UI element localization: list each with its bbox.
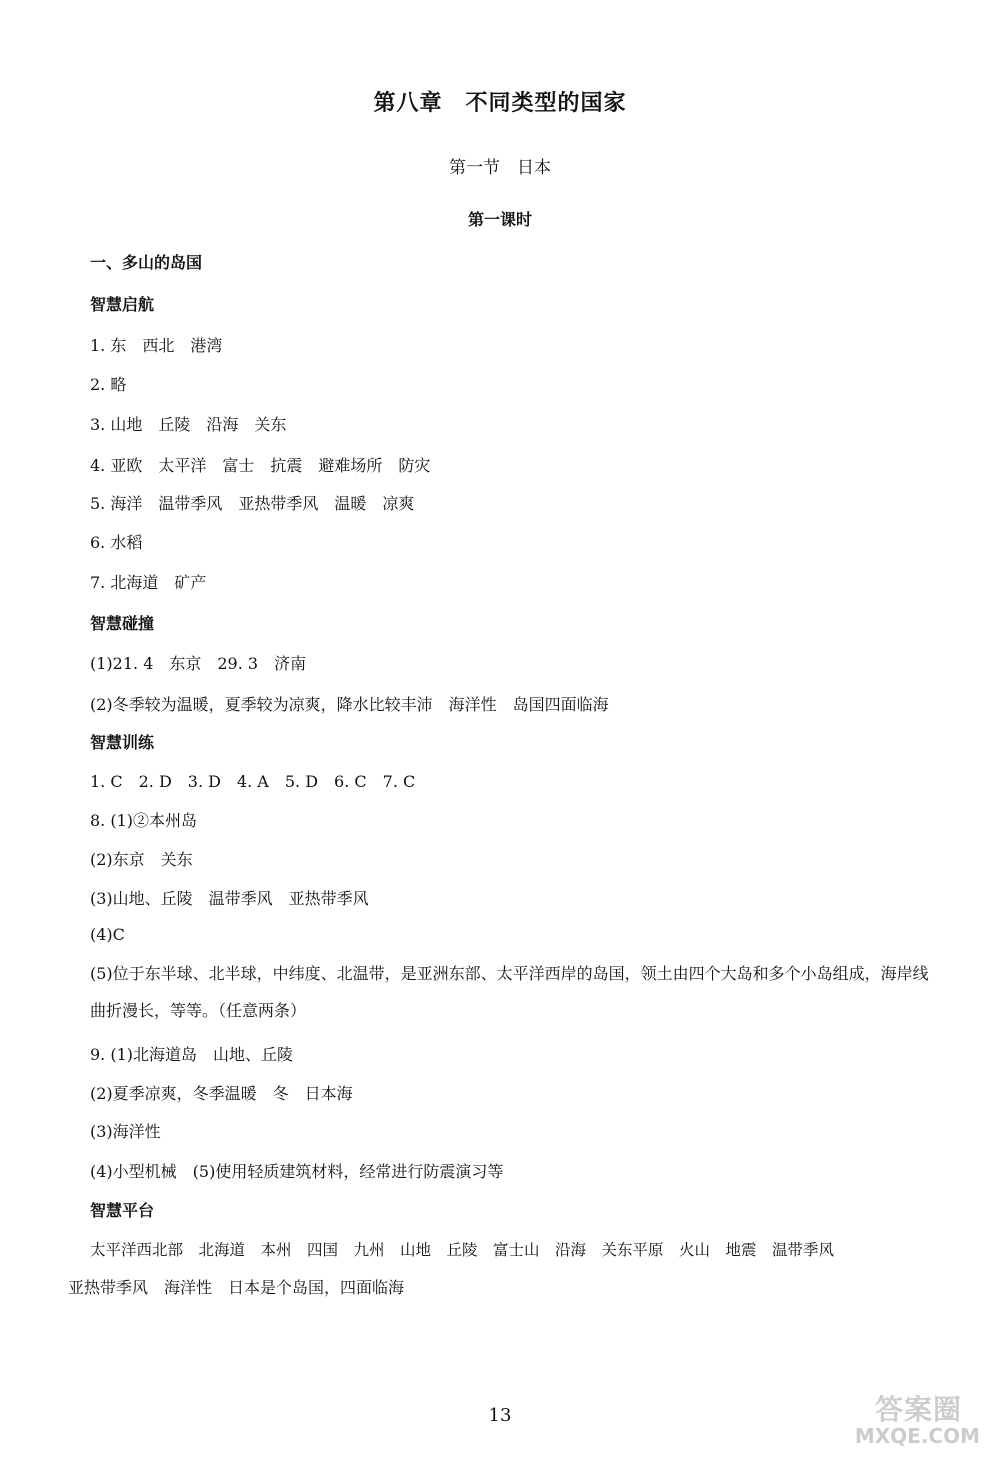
answer-line: 4. 亚欧 太平洋 富士 抗震 避难场所 防灾 [90, 456, 431, 475]
answer-line: (2)冬季较为温暖，夏季较为凉爽，降水比较丰沛 海洋性 岛国四面临海 [90, 695, 609, 714]
section-title: 第一节 日本 [449, 158, 551, 178]
answer-line: 6. 水稻 [90, 533, 143, 552]
answer-line: 太平洋西北部 北海道 本州 四国 九州 山地 丘陵 富士山 沿海 关东平原 火山 地震 温带季风 [90, 1241, 835, 1259]
answer-line: (4)C [90, 925, 125, 944]
lesson-title: 第一课时 [467, 210, 532, 229]
answer-line: (4)小型机械 (5)使用轻质建筑材料，经常进行防震演习等 [90, 1162, 504, 1181]
page-number: 13 [488, 1405, 512, 1426]
watermark-logo [820, 1388, 980, 1448]
answer-paragraph: (5)位于东半球、北半球，中纬度、北温带，是亚洲东部、太平洋西岸的岛国，领土由四个大岛和多个小岛组成，海岸线曲折漫长，等等。（任意两条） [90, 964, 929, 1020]
answer-line: 1. C 2. D 3. D 4. A 5. D 6. C 7. C [90, 772, 416, 791]
answer-line: 9. (1)北海道岛 山地、丘陵 [90, 1045, 294, 1064]
answer-line: 1. 东 西北 港湾 [90, 336, 223, 355]
answer-line: 亚热带季风 海洋性 日本是个岛国，四面临海 [68, 1278, 405, 1297]
watermark-mark: 答案圈 [874, 1393, 962, 1426]
part-heading: 一、多山的岛国 [90, 253, 203, 272]
answer-line: 3. 山地 丘陵 沿海 关东 [90, 415, 287, 434]
watermark-site: MXQE.COM [854, 1424, 980, 1448]
answer-line: (3)山地、丘陵 温带季风 亚热带季风 [90, 889, 369, 908]
heading-xunlian: 智慧训练 [90, 733, 155, 752]
answer-line: 8. (1)②本州岛 [90, 811, 198, 830]
answer-line: 7. 北海道 矿产 [90, 573, 207, 592]
heading-pingtai: 智慧平台 [90, 1201, 155, 1220]
chapter-title: 第八章 不同类型的国家 [373, 91, 627, 116]
answer-line: (1)21. 4 东京 29. 3 济南 [90, 654, 307, 673]
heading-qihang: 智慧启航 [90, 295, 155, 314]
answer-line: 2. 略 [90, 375, 127, 394]
answer-line: (3)海洋性 [90, 1122, 161, 1141]
heading-pengzhuang: 智慧碰撞 [90, 614, 155, 633]
answer-line: (2)夏季凉爽，冬季温暖 冬 日本海 [90, 1084, 353, 1103]
answer-line: 5. 海洋 温带季风 亚热带季风 温暖 凉爽 [90, 494, 415, 513]
answer-line: (2)东京 关东 [90, 850, 193, 869]
